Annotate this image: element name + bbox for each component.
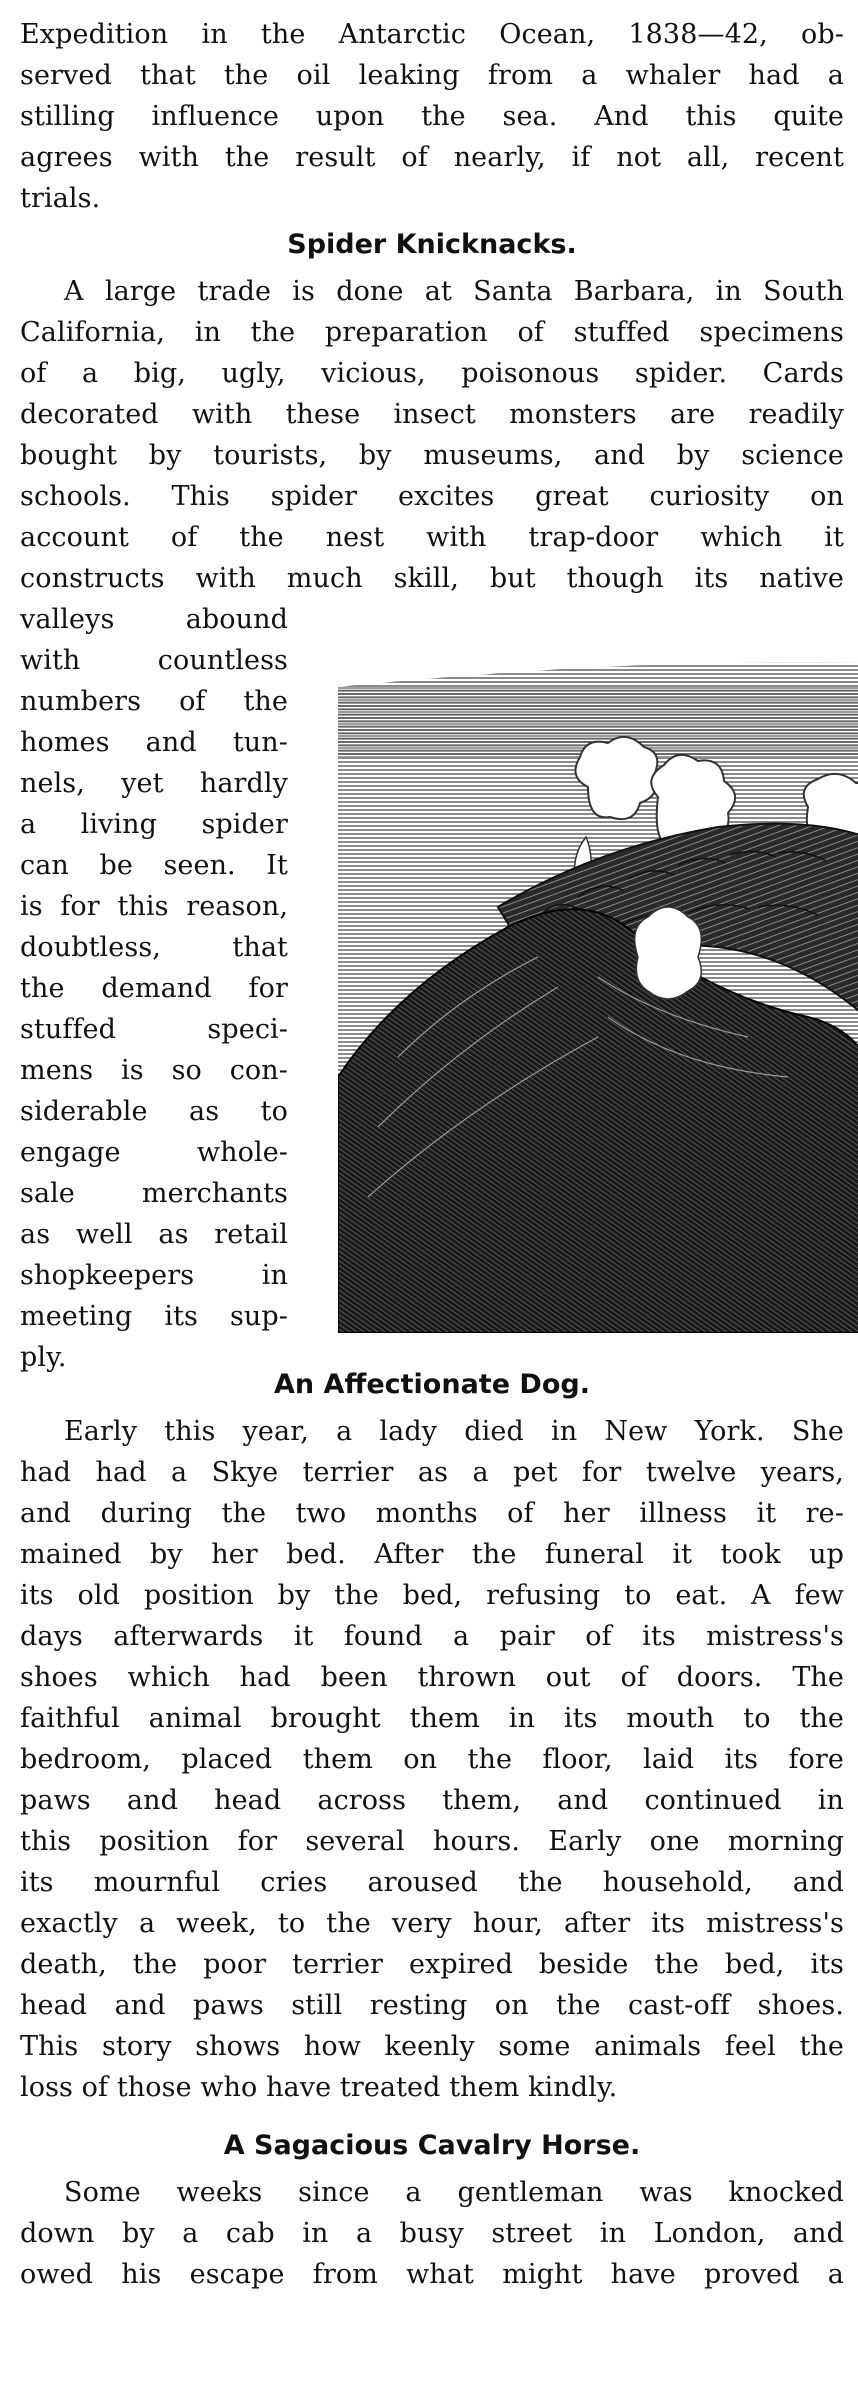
text-line: stuffed speci- [20, 1014, 288, 1045]
text-line: owed his escape from what might have proved a [20, 2259, 844, 2290]
spider-paragraph [20, 271, 844, 599]
text-line: can be seen. It [20, 850, 288, 881]
text-line: mens is so con- [20, 1055, 288, 1086]
text-line: constructs with much skill, but though its native [20, 563, 844, 594]
text-line: decorated with these insect monsters are readily [20, 399, 844, 430]
text-line: homes and tun- [20, 727, 288, 758]
text-line: stilling influence upon the sea. And this quite [20, 101, 844, 132]
spider-narrow-column [20, 599, 288, 1378]
text-line: its old position by the bed, refusing to eat. A few [20, 1580, 844, 1611]
text-line: nels, yet hardly [20, 768, 288, 799]
text-line: bought by tourists, by museums, and by science [20, 440, 844, 471]
text-line: account of the nest with trap-door which it [20, 522, 844, 553]
text-line: schools. This spider excites great curiosity on [20, 481, 844, 512]
central-smoke [635, 907, 702, 999]
text-line: and during the two months of her illness it re- [20, 1498, 844, 1529]
text-line: ply. [20, 1342, 67, 1373]
text-line: meeting its sup- [20, 1301, 288, 1332]
text-line: served that the oil leaking from a whaler had a [20, 60, 844, 91]
text-line: the demand for [20, 973, 288, 1004]
engraving-svg [338, 657, 858, 1333]
text-line: shoes which had been thrown out of doors. The [20, 1662, 844, 1693]
text-line: faithful animal brought them in its mouth to the [20, 1703, 844, 1734]
spider-heading: Spider Knicknacks. [287, 229, 577, 260]
text-line: A large trade is done at Santa Barbara, in South [64, 276, 844, 307]
text-line: head and paws still resting on the cast-off shoes. [20, 1990, 844, 2021]
engraving-illustration [338, 657, 858, 1333]
text-line: with countless [20, 645, 288, 676]
text-line: sale merchants [20, 1178, 288, 1209]
spider-wrap [20, 599, 844, 1373]
text-line: California, in the preparation of stuffed specimens [20, 317, 844, 348]
text-line: this position for several hours. Early one morning [20, 1826, 844, 1857]
text-line: as well as retail [20, 1219, 288, 1250]
text-line: numbers of the [20, 686, 288, 717]
dog-heading: An Affectionate Dog. [274, 1369, 590, 1400]
text-line: Expedition in the Antarctic Ocean, 1838—42, ob- [20, 19, 844, 50]
text-line: down by a cab in a busy street in London, and [20, 2218, 844, 2249]
text-line: had had a Skye terrier as a pet for twelve years, [20, 1457, 844, 1488]
text-line: paws and head across them, and continued in [20, 1785, 844, 1816]
text-line: of a big, ugly, vicious, poisonous spider. Cards [20, 358, 844, 389]
text-line: agrees with the result of nearly, if not all, recent [20, 142, 844, 173]
text-line: This story shows how keenly some animals feel the [20, 2031, 844, 2062]
horse-heading: A Sagacious Cavalry Horse. [223, 2130, 641, 2161]
text-line: bedroom, placed them on the floor, laid its fore [20, 1744, 844, 1775]
text-line: is for this reason, [20, 891, 288, 922]
text-line: a living spider [20, 809, 288, 840]
text-line: engage whole- [20, 1137, 288, 1168]
dog-paragraph [20, 1411, 844, 2108]
text-line: its mournful cries aroused the household, and [20, 1867, 844, 1898]
text-line: mained by her bed. After the funeral it took up [20, 1539, 844, 1570]
text-line: siderable as to [20, 1096, 288, 1127]
intro-paragraph [20, 14, 844, 219]
text-line: death, the poor terrier expired beside the bed, its [20, 1949, 844, 1980]
text-line: valleys abound [20, 604, 288, 635]
text-line: days afterwards it found a pair of its mistress's [20, 1621, 844, 1652]
text-line: trials. [20, 183, 101, 214]
text-line: doubtless, that [20, 932, 288, 963]
text-line: Early this year, a lady died in New York. She [64, 1416, 844, 1447]
text-line: exactly a week, to the very hour, after its mistress's [20, 1908, 844, 1939]
text-line: shopkeepers in [20, 1260, 288, 1291]
text-line: loss of those who have treated them kindly. [20, 2072, 618, 2103]
horse-paragraph [20, 2172, 844, 2295]
text-line: Some weeks since a gentleman was knocked [64, 2177, 844, 2208]
